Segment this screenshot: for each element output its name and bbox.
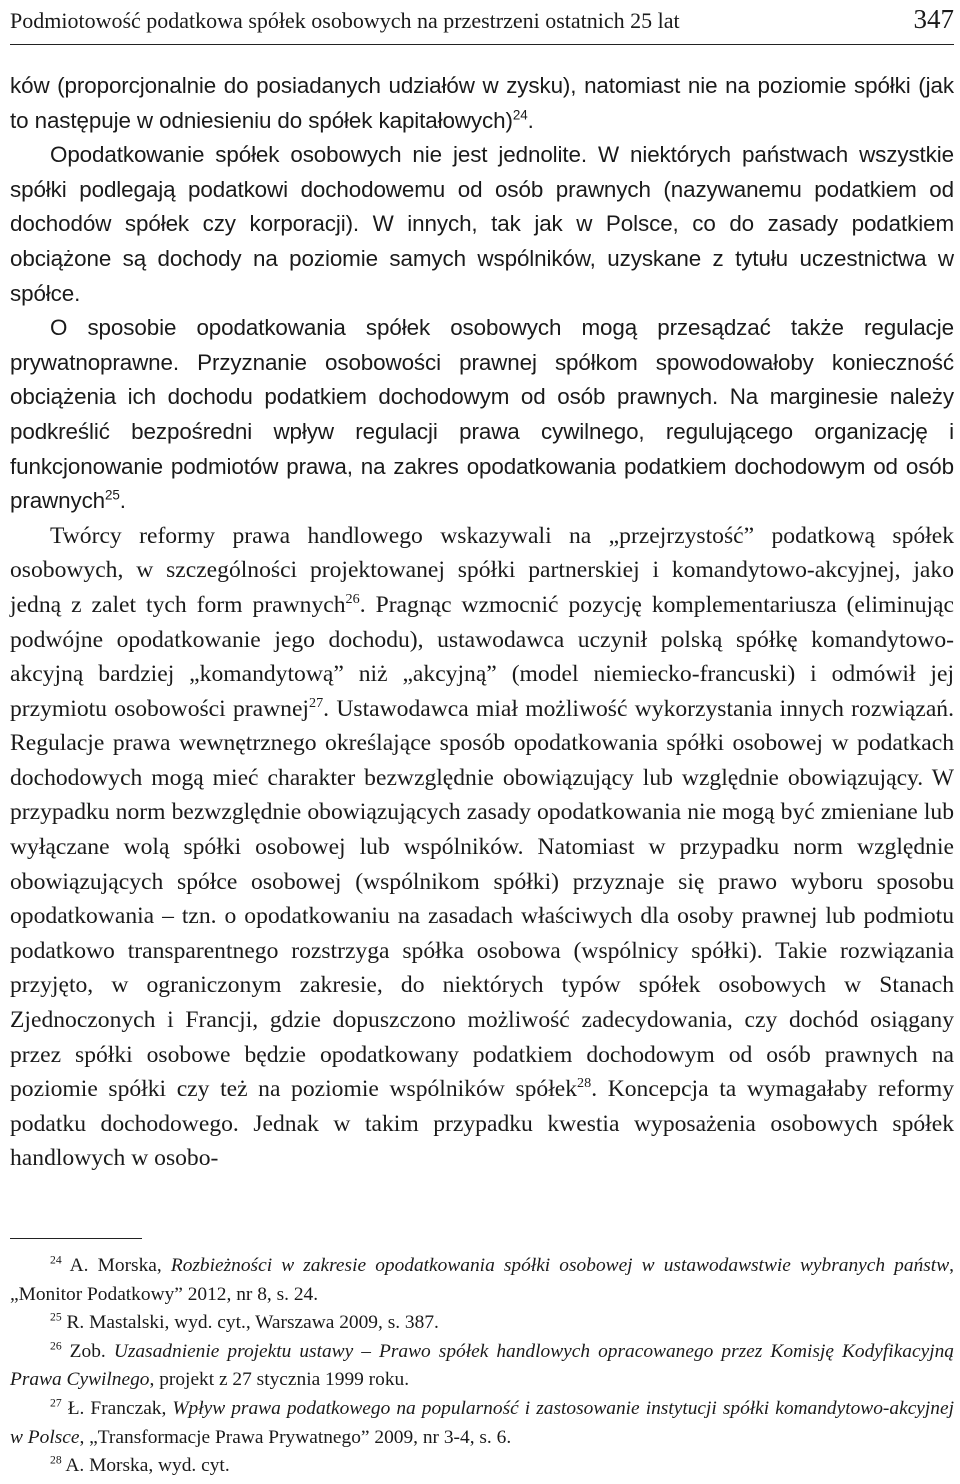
paragraph-1-text: ków (proporcjonalnie do posiadanych udziałów w zysku), natomiast nie na poziomie spółki (jak to następuje w odniesieniu do spółek kapitałowych): [10, 73, 954, 133]
paragraph-4-text-b: . Pragnąc wzmocnić pozycję komplementariusza (eliminując podwójne opodatkowanie jego dochodu), ustawodawca uczynił polską spółkę komandytowo-akcyjną bardziej „komandytową” niż „akcyjną” (model niemiecko-francuski) i odmówił jej przymiotu osobowości prawnej: [10, 591, 954, 722]
footnote-number: 26: [50, 1339, 62, 1353]
footnote-27: [10, 1395, 954, 1452]
paragraph-3-end: .: [119, 488, 126, 514]
footnote-title: Wpływ prawa podatkowego na popularność i zastosowanie instytucji spółki komandytowo-akcyjnej w Polsce: [10, 1397, 954, 1448]
paragraph-4-text-c: . Ustawodawca miał możliwość wykorzystania innych rozwiązań. Regulacje prawa wewnętrznego określające sposób opodatkowania spółki osobowej w podatkach dochodowych mogą mieć charakter bezwzględnie obowiązujący lub względnie obowiązujący. W przypadku norm bezwzględnie obowiązujących zasady opodatkowania nie mogą być zmieniane lub wyłączane wolą spółki osobowej lub wspólników. Natomiast w przypadku norm względnie obowiązujących spółce osobowej (wspólnikom spółki) przyznaje się prawo wyboru sposobu opodatkowania – tzn. o opodatkowaniu na zasadach właściwych dla osoby prawnej lub podmiotu podatkowo transparentnego rozstrzyga spółka osobowa (wspólnicy spółki). Takie rozwiązania przyjęto, w ograniczonym zakresie, do niektórych typów spółek osobowych w Stanach Zjednoczonych i Francji, gdzie dopuszczono możliwość zadecydowania, czy dochód osiągany przez spółki osobowe będzie opodatkowany podatkiem dochodowym od osób prawnych na poziomie spółki czy też na poziomie wspólników spółek: [10, 695, 954, 1103]
footnote-source: , projekt z 27 stycznia 1999 roku.: [149, 1369, 410, 1391]
footnote-number: 28: [50, 1453, 62, 1467]
footnote-ref-27[interactable]: 27: [309, 694, 324, 711]
paragraph-1: [10, 69, 954, 138]
body-text: [10, 69, 954, 1176]
page-number: 347: [913, 4, 954, 34]
footnote-source: , „Transformacje Prawa Prywatnego” 2009, nr 3-4, s. 6.: [79, 1426, 512, 1448]
footnote-text: A. Morska, wyd. cyt.: [65, 1455, 230, 1477]
footnote-source: , „Monitor Podatkowy” 2012, nr 8, s. 24.: [10, 1255, 954, 1305]
running-title: Podmiotowość podatkowa spółek osobowych na przestrzeni ostatnich 25 lat: [10, 8, 680, 33]
footnote-ref-25[interactable]: 25: [105, 487, 120, 503]
paragraph-3: [10, 311, 954, 519]
footnote-ref-26[interactable]: 26: [345, 591, 360, 608]
footnote-26: [10, 1338, 954, 1395]
footnote-author: Ł. Franczak,: [67, 1397, 173, 1419]
paragraph-1-end: .: [527, 107, 534, 133]
footnote-number: 25: [50, 1310, 62, 1324]
page-header: [10, 4, 954, 34]
footnote-28: [10, 1452, 954, 1481]
footnote-24: [10, 1252, 954, 1309]
paragraph-3-text: O sposobie opodatkowania spółek osobowych mogą przesądzać także regulacje prywatnoprawne. Przyznanie osobowości prawnej spółkom spowodowałoby konieczność obciążenia ich dochodu podatkiem dochodowym od osób prawnych. Na marginesie należy podkreślić bezpośredni wpływ regulacji prawa cywilnego, regulującego organizację i funkcjonowanie podmiotów prawa, na zakres opodatkowania podatkiem dochodowym od osób prawnych: [10, 315, 954, 514]
footnote-title: Rozbieżności w zakresie opodatkowania spółki osobowej w ustawodawstwie wybranych państw: [170, 1255, 950, 1276]
paragraph-4: [10, 519, 954, 1176]
footnote-number: 24: [50, 1253, 62, 1267]
footnote-author: A. Morska,: [69, 1255, 171, 1276]
paragraph-2-text: Opodatkowanie spółek osobowych nie jest jednolite. W niektórych państwach wszystkie spółki podlegają podatkowi dochodowemu od osób prawnych (nazywanemu podatkiem od dochodów spółek czy korporacji). W innych, tak jak w Polsce, co do zasady podatkiem obciążone są dochody na poziomie samych wspólników, uzyskane z tytułu uczestnictwa w spółce.: [10, 142, 954, 306]
footnotes: [10, 1252, 954, 1481]
paragraph-2: [10, 138, 954, 311]
footnote-prefix: Zob.: [69, 1340, 114, 1362]
paragraph-4-text-d: . Koncepcja ta wymagałaby reformy podatku dochodowego. Jednak w takim przypadku kwestia wyposażenia osobowych spółek handlowych w osobo-: [10, 1076, 954, 1172]
paragraph-4-text-a: Twórcy reformy prawa handlowego wskazywali na „przejrzystość” podatkową spółek osobowych, w szczególności projektowanej spółki partnerskiej i komandytowo-akcyjnej, jako jedną z zalet tych form prawnych: [10, 522, 954, 618]
header-rule: [10, 44, 954, 45]
footnote-ref-28[interactable]: 28: [577, 1075, 592, 1092]
footnote-title: Uzasadnienie projektu ustawy – Prawo spółek handlowych opracowanego przez Komisję Kodyfikacyjną Prawa Cywilnego: [10, 1340, 954, 1391]
footnote-number: 27: [50, 1396, 62, 1410]
footnote-ref-24[interactable]: 24: [512, 107, 528, 123]
footnote-25: [10, 1309, 954, 1338]
footnote-separator: [10, 1238, 142, 1239]
footnote-text: R. Mastalski, wyd. cyt., Warszawa 2009, s. 387.: [66, 1312, 439, 1334]
